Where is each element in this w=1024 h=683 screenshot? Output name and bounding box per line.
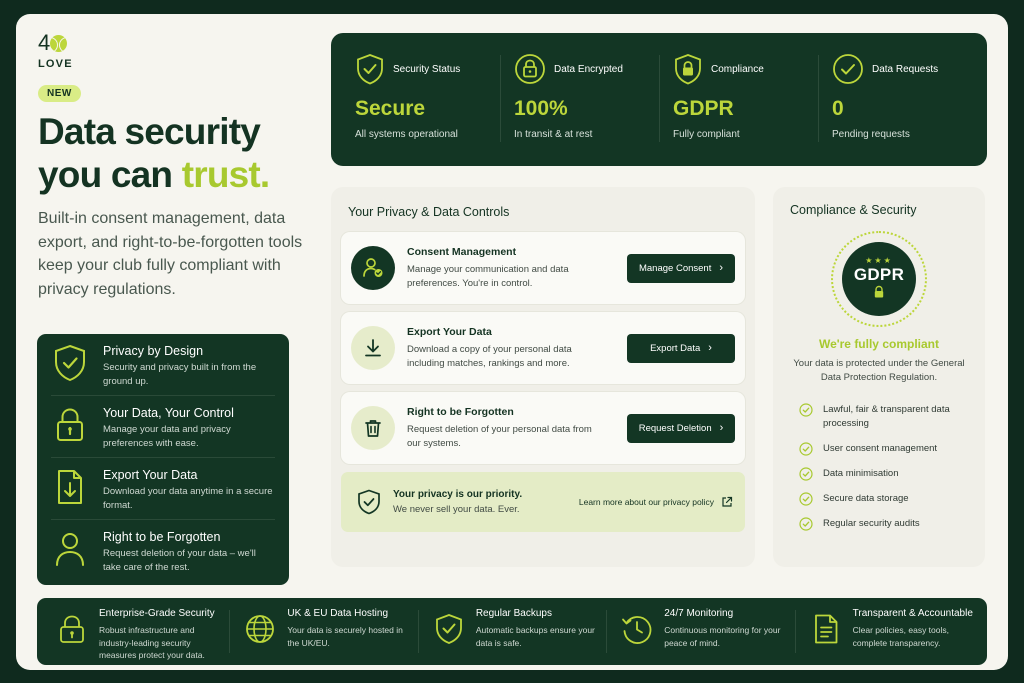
lock-icon bbox=[872, 285, 886, 299]
trust-bar bbox=[37, 598, 987, 665]
status-label: Data Encrypted bbox=[554, 63, 623, 75]
control-title: Export Your Data bbox=[407, 325, 492, 338]
control-desc: Download a copy of your personal data including matches, rankings and more. bbox=[407, 343, 572, 369]
trash-icon bbox=[351, 406, 395, 450]
checklist-item bbox=[799, 517, 971, 531]
shield-check-icon bbox=[357, 489, 381, 515]
feature-list bbox=[37, 334, 289, 585]
button-label: Export Data bbox=[650, 342, 701, 354]
feature-title: Your Data, Your Control bbox=[103, 406, 234, 420]
status-value: GDPR bbox=[673, 97, 734, 120]
status-desc: All systems operational bbox=[355, 129, 458, 140]
status-encryption bbox=[500, 33, 659, 166]
download-icon bbox=[351, 326, 395, 370]
checklist-label: Regular security audits bbox=[823, 518, 920, 529]
privacy-note bbox=[341, 472, 745, 532]
compliance-checklist bbox=[787, 403, 971, 531]
trust-title: 24/7 Monitoring bbox=[664, 608, 734, 619]
chevron-right-icon: › bbox=[708, 342, 712, 354]
checklist-label: Secure data storage bbox=[823, 493, 909, 504]
hero-title-accent: trust. bbox=[181, 154, 270, 195]
feature-title: Export Your Data bbox=[103, 468, 198, 482]
gdpr-seal bbox=[831, 231, 927, 327]
user-check-icon bbox=[351, 246, 395, 290]
trust-desc: Automatic backups ensure your data is safe. bbox=[475, 625, 595, 648]
note-title: Your privacy is our priority. bbox=[393, 489, 523, 500]
checklist-item bbox=[799, 467, 971, 481]
feature-desc: Download your data anytime in a secure format. bbox=[103, 486, 273, 511]
user-icon bbox=[51, 530, 89, 570]
feature-desc: Manage your data and privacy preferences with ease. bbox=[103, 424, 231, 449]
status-desc: Pending requests bbox=[832, 129, 910, 140]
export-data-button[interactable] bbox=[627, 334, 735, 363]
feature-title: Right to be Forgotten bbox=[103, 530, 221, 544]
shield-check-icon bbox=[432, 612, 466, 646]
status-label: Data Requests bbox=[872, 63, 939, 75]
shield-check-icon bbox=[51, 344, 89, 384]
trust-title: Regular Backups bbox=[475, 608, 552, 619]
shield-check-icon bbox=[355, 53, 385, 85]
status-value: 0 bbox=[832, 97, 844, 120]
button-label: Request Deletion bbox=[638, 422, 712, 434]
checklist-item bbox=[799, 492, 971, 506]
checklist-label: Lawful, fair & transparent data processing bbox=[823, 404, 950, 429]
privacy-controls-panel bbox=[331, 187, 755, 567]
star-icons: ★★★ bbox=[865, 255, 893, 265]
privacy-policy-link[interactable] bbox=[579, 496, 733, 508]
check-circle-icon bbox=[832, 53, 864, 85]
compliance-headline: We're fully compliant bbox=[819, 337, 939, 351]
panel-title: Compliance & Security bbox=[790, 203, 917, 217]
compliance-panel bbox=[773, 187, 985, 567]
feature-item bbox=[51, 334, 275, 396]
tennis-ball-icon bbox=[50, 35, 67, 52]
page-frame bbox=[16, 14, 1008, 670]
trust-title: UK & EU Data Hosting bbox=[287, 608, 389, 619]
logo-mark bbox=[38, 30, 82, 56]
clock-history-icon bbox=[620, 612, 654, 646]
status-value: Secure bbox=[355, 97, 426, 120]
file-download-icon bbox=[51, 468, 89, 508]
status-requests bbox=[818, 33, 977, 166]
logo-word: LOVE bbox=[38, 58, 73, 70]
check-circle-icon bbox=[799, 467, 813, 481]
chevron-right-icon: › bbox=[719, 422, 724, 434]
external-link-icon bbox=[721, 496, 733, 508]
checklist-label: Data minimisation bbox=[823, 468, 899, 479]
status-compliance bbox=[659, 33, 818, 166]
manage-consent-button[interactable] bbox=[627, 254, 735, 283]
status-label: Security Status bbox=[393, 63, 461, 75]
feature-item bbox=[51, 458, 275, 520]
brand-logo[interactable] bbox=[38, 30, 82, 70]
link-label: Learn more about our privacy policy bbox=[578, 497, 714, 507]
checklist-label: User consent management bbox=[823, 443, 938, 454]
control-desc: Manage your communication and data preferences. You're in control. bbox=[407, 263, 569, 289]
document-icon bbox=[809, 612, 843, 646]
trust-desc: Your data is securely hosted in the UK/EU. bbox=[287, 625, 403, 648]
checklist-item bbox=[799, 442, 971, 456]
trust-desc: Robust infrastructure and industry-leading security measures protect your data. bbox=[99, 625, 205, 660]
status-desc: Fully compliant bbox=[673, 129, 740, 140]
chevron-right-icon: › bbox=[719, 262, 724, 274]
shield-lock-icon bbox=[673, 53, 703, 85]
check-circle-icon bbox=[799, 403, 813, 417]
trust-desc: Clear policies, easy tools, complete transparency. bbox=[852, 625, 950, 648]
lock-circle-icon bbox=[514, 53, 546, 85]
trust-item bbox=[41, 598, 229, 665]
hero-title bbox=[38, 110, 308, 196]
control-title: Consent Management bbox=[407, 245, 517, 258]
status-security bbox=[341, 33, 500, 166]
trust-title: Enterprise-Grade Security bbox=[99, 608, 215, 619]
logo-number: 4 bbox=[38, 30, 50, 55]
control-card-export bbox=[341, 312, 745, 384]
trust-item bbox=[418, 598, 606, 665]
button-label: Manage Consent bbox=[638, 262, 712, 274]
check-circle-icon bbox=[799, 517, 813, 531]
compliance-subtitle: Your data is protected under the General Data Protection Regulation. bbox=[793, 358, 965, 383]
seal-text: GDPR bbox=[853, 264, 905, 284]
feature-desc: Request deletion of your data – we'll take care of the rest. bbox=[103, 548, 256, 573]
trust-desc: Continuous monitoring for your peace of mind. bbox=[664, 625, 781, 648]
panel-title: Your Privacy & Data Controls bbox=[348, 205, 510, 219]
note-desc: We never sell your data. Ever. bbox=[393, 504, 520, 515]
feature-item bbox=[51, 520, 275, 582]
control-card-consent bbox=[341, 232, 745, 304]
lock-icon bbox=[51, 406, 89, 446]
status-desc: In transit & at rest bbox=[514, 129, 593, 140]
control-desc: Request deletion of your personal data from our systems. bbox=[407, 423, 592, 449]
hero-subtitle: Built-in consent management, data export, and right-to-be-forgotten tools keep your club fully compliant with privacy regulations. bbox=[38, 210, 303, 298]
checklist-item bbox=[799, 403, 971, 431]
trust-title: Transparent & Accountable bbox=[852, 608, 973, 619]
control-card-deletion bbox=[341, 392, 745, 464]
feature-item bbox=[51, 396, 275, 458]
trust-item bbox=[606, 598, 794, 665]
lock-icon bbox=[55, 612, 89, 646]
new-badge: NEW bbox=[38, 85, 81, 102]
globe-icon bbox=[243, 612, 277, 646]
request-deletion-button[interactable] bbox=[627, 414, 735, 443]
status-bar bbox=[331, 33, 987, 166]
control-title: Right to be Forgotten bbox=[407, 405, 514, 418]
status-label: Compliance bbox=[711, 63, 764, 75]
hero-title-line2: you can bbox=[38, 154, 173, 195]
check-circle-icon bbox=[799, 442, 813, 456]
trust-item bbox=[229, 598, 417, 665]
feature-desc: Security and privacy built in from the ground up. bbox=[103, 362, 257, 387]
status-value: 100% bbox=[514, 97, 568, 120]
check-circle-icon bbox=[799, 492, 813, 506]
hero-title-line1: Data security bbox=[38, 111, 260, 152]
trust-item bbox=[795, 598, 983, 665]
feature-title: Privacy by Design bbox=[103, 344, 204, 358]
